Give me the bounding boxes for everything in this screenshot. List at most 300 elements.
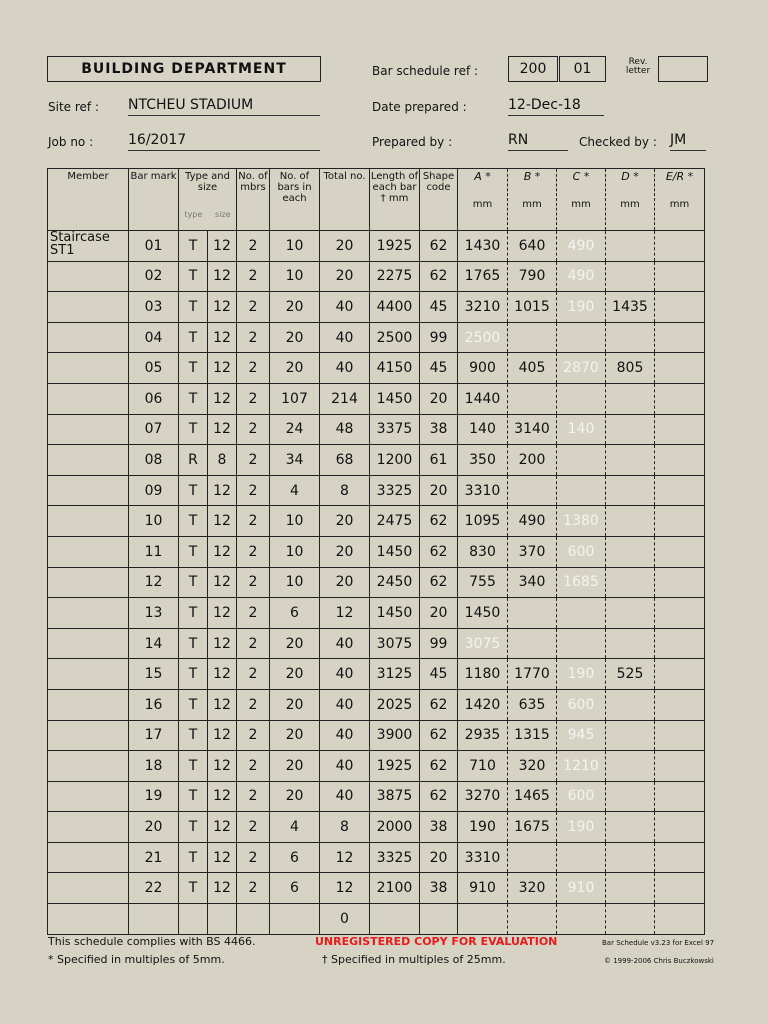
dim-b-cell[interactable]: 790 (508, 261, 557, 292)
total-no-cell[interactable]: 20 (320, 536, 370, 567)
member-cell[interactable] (48, 414, 129, 445)
dim-er-cell[interactable] (655, 781, 705, 812)
dim-er-cell[interactable] (655, 842, 705, 873)
shape-code-cell[interactable]: 45 (420, 292, 458, 323)
dim-a-cell[interactable]: 1765 (458, 261, 508, 292)
dim-er-cell[interactable] (655, 873, 705, 904)
bar-type-cell[interactable]: R (179, 445, 208, 476)
dim-b-cell[interactable] (508, 322, 557, 353)
member-cell[interactable] (48, 842, 129, 873)
total-no-cell[interactable]: 20 (320, 261, 370, 292)
dim-er-cell[interactable] (655, 904, 705, 935)
dim-b-cell[interactable]: 320 (508, 751, 557, 782)
no-bars-cell[interactable]: 20 (270, 628, 320, 659)
no-mbrs-cell[interactable]: 2 (237, 659, 270, 690)
member-cell[interactable] (48, 261, 129, 292)
dim-a-cell[interactable]: 1430 (458, 231, 508, 262)
total-no-cell[interactable]: 12 (320, 598, 370, 629)
total-no-cell[interactable]: 40 (320, 720, 370, 751)
bar-mark-cell[interactable]: 21 (129, 842, 179, 873)
dim-b-cell[interactable] (508, 383, 557, 414)
length-cell[interactable]: 2100 (370, 873, 420, 904)
bar-type-cell[interactable]: T (179, 598, 208, 629)
no-mbrs-cell[interactable]: 2 (237, 322, 270, 353)
dim-c-cell[interactable] (557, 322, 606, 353)
member-cell[interactable] (48, 445, 129, 476)
no-mbrs-cell[interactable]: 2 (237, 353, 270, 384)
length-cell[interactable]: 2275 (370, 261, 420, 292)
total-no-cell[interactable]: 40 (320, 292, 370, 323)
bar-size-cell[interactable]: 12 (208, 261, 237, 292)
shape-code-cell[interactable]: 45 (420, 353, 458, 384)
member-cell[interactable] (48, 322, 129, 353)
shape-code-cell[interactable]: 38 (420, 414, 458, 445)
bar-type-cell[interactable]: T (179, 628, 208, 659)
no-mbrs-cell[interactable] (237, 904, 270, 935)
bar-type-cell[interactable]: T (179, 567, 208, 598)
bar-size-cell[interactable]: 12 (208, 414, 237, 445)
dim-b-cell[interactable]: 200 (508, 445, 557, 476)
dim-b-cell[interactable]: 490 (508, 506, 557, 537)
length-cell[interactable]: 2500 (370, 322, 420, 353)
length-cell[interactable]: 1450 (370, 383, 420, 414)
total-no-cell[interactable]: 40 (320, 689, 370, 720)
dim-er-cell[interactable] (655, 322, 705, 353)
dim-c-cell[interactable] (557, 598, 606, 629)
bar-mark-cell[interactable]: 02 (129, 261, 179, 292)
dim-er-cell[interactable] (655, 506, 705, 537)
bar-size-cell[interactable]: 12 (208, 353, 237, 384)
bar-size-cell[interactable]: 12 (208, 751, 237, 782)
length-cell[interactable]: 2000 (370, 812, 420, 843)
dim-d-cell[interactable]: 805 (606, 353, 655, 384)
no-mbrs-cell[interactable]: 2 (237, 598, 270, 629)
dim-a-cell[interactable]: 3310 (458, 475, 508, 506)
length-cell[interactable]: 1925 (370, 751, 420, 782)
dim-d-cell[interactable] (606, 873, 655, 904)
dim-d-cell[interactable] (606, 842, 655, 873)
bar-size-cell[interactable]: 12 (208, 475, 237, 506)
no-bars-cell[interactable]: 10 (270, 231, 320, 262)
dim-a-cell[interactable]: 710 (458, 751, 508, 782)
shape-code-cell[interactable]: 20 (420, 842, 458, 873)
dim-c-cell[interactable] (557, 904, 606, 935)
bar-mark-cell[interactable]: 09 (129, 475, 179, 506)
total-no-cell[interactable]: 214 (320, 383, 370, 414)
length-cell[interactable]: 3375 (370, 414, 420, 445)
member-cell[interactable] (48, 598, 129, 629)
no-mbrs-cell[interactable]: 2 (237, 628, 270, 659)
schedule-ref-1[interactable]: 200 (508, 56, 558, 82)
dim-a-cell[interactable]: 350 (458, 445, 508, 476)
total-no-cell[interactable]: 20 (320, 506, 370, 537)
no-mbrs-cell[interactable]: 2 (237, 445, 270, 476)
bar-size-cell[interactable]: 12 (208, 628, 237, 659)
bar-mark-cell[interactable]: 13 (129, 598, 179, 629)
dim-er-cell[interactable] (655, 659, 705, 690)
dim-b-cell[interactable] (508, 475, 557, 506)
length-cell[interactable]: 1925 (370, 231, 420, 262)
no-mbrs-cell[interactable]: 2 (237, 292, 270, 323)
dim-er-cell[interactable] (655, 689, 705, 720)
dim-c-cell[interactable]: 140 (557, 414, 606, 445)
dim-a-cell[interactable]: 900 (458, 353, 508, 384)
bar-mark-cell[interactable]: 03 (129, 292, 179, 323)
dim-b-cell[interactable]: 1465 (508, 781, 557, 812)
dim-c-cell[interactable]: 190 (557, 812, 606, 843)
no-mbrs-cell[interactable]: 2 (237, 506, 270, 537)
bar-mark-cell[interactable]: 04 (129, 322, 179, 353)
dim-b-cell[interactable]: 1770 (508, 659, 557, 690)
shape-code-cell[interactable]: 61 (420, 445, 458, 476)
total-no-cell[interactable]: 20 (320, 231, 370, 262)
dim-a-cell[interactable]: 1095 (458, 506, 508, 537)
length-cell[interactable]: 1450 (370, 598, 420, 629)
bar-mark-cell[interactable]: 22 (129, 873, 179, 904)
dim-d-cell[interactable] (606, 475, 655, 506)
dim-d-cell[interactable] (606, 231, 655, 262)
bar-mark-cell[interactable] (129, 904, 179, 935)
dim-a-cell[interactable]: 3210 (458, 292, 508, 323)
no-bars-cell[interactable]: 20 (270, 322, 320, 353)
bar-mark-cell[interactable]: 01 (129, 231, 179, 262)
bar-size-cell[interactable]: 12 (208, 536, 237, 567)
checked-by-field[interactable]: JM (670, 132, 706, 151)
dim-d-cell[interactable] (606, 689, 655, 720)
total-no-cell[interactable]: 12 (320, 842, 370, 873)
dim-c-cell[interactable]: 600 (557, 781, 606, 812)
length-cell[interactable]: 1450 (370, 536, 420, 567)
dim-c-cell[interactable] (557, 383, 606, 414)
no-bars-cell[interactable]: 20 (270, 353, 320, 384)
bar-type-cell[interactable]: T (179, 383, 208, 414)
no-bars-cell[interactable]: 6 (270, 873, 320, 904)
bar-type-cell[interactable]: T (179, 720, 208, 751)
dim-c-cell[interactable] (557, 842, 606, 873)
member-cell[interactable] (48, 904, 129, 935)
dim-d-cell[interactable] (606, 720, 655, 751)
bar-size-cell[interactable]: 12 (208, 567, 237, 598)
dim-d-cell[interactable] (606, 383, 655, 414)
dim-d-cell[interactable] (606, 445, 655, 476)
bar-type-cell[interactable]: T (179, 414, 208, 445)
no-mbrs-cell[interactable]: 2 (237, 781, 270, 812)
bar-mark-cell[interactable]: 17 (129, 720, 179, 751)
bar-mark-cell[interactable]: 06 (129, 383, 179, 414)
dim-d-cell[interactable] (606, 567, 655, 598)
total-no-cell[interactable]: 40 (320, 751, 370, 782)
total-no-cell[interactable]: 40 (320, 659, 370, 690)
no-bars-cell[interactable]: 4 (270, 812, 320, 843)
dim-c-cell[interactable]: 190 (557, 659, 606, 690)
bar-size-cell[interactable]: 12 (208, 842, 237, 873)
bar-type-cell[interactable]: T (179, 812, 208, 843)
dim-c-cell[interactable]: 600 (557, 689, 606, 720)
total-no-cell[interactable]: 8 (320, 812, 370, 843)
length-cell[interactable]: 2025 (370, 689, 420, 720)
bar-mark-cell[interactable]: 10 (129, 506, 179, 537)
no-mbrs-cell[interactable]: 2 (237, 261, 270, 292)
total-no-cell[interactable]: 8 (320, 475, 370, 506)
no-bars-cell[interactable]: 34 (270, 445, 320, 476)
member-cell[interactable] (48, 506, 129, 537)
dim-c-cell[interactable] (557, 628, 606, 659)
dim-d-cell[interactable] (606, 812, 655, 843)
bar-size-cell[interactable]: 12 (208, 689, 237, 720)
bar-size-cell[interactable]: 12 (208, 781, 237, 812)
dim-a-cell[interactable]: 3270 (458, 781, 508, 812)
member-cell[interactable] (48, 751, 129, 782)
no-bars-cell[interactable]: 10 (270, 536, 320, 567)
shape-code-cell[interactable]: 99 (420, 322, 458, 353)
no-mbrs-cell[interactable]: 2 (237, 383, 270, 414)
dim-c-cell[interactable]: 2870 (557, 353, 606, 384)
dim-c-cell[interactable] (557, 445, 606, 476)
bar-type-cell[interactable]: T (179, 751, 208, 782)
member-cell[interactable] (48, 292, 129, 323)
bar-mark-cell[interactable]: 12 (129, 567, 179, 598)
member-cell[interactable] (48, 353, 129, 384)
shape-code-cell[interactable]: 62 (420, 781, 458, 812)
bar-mark-cell[interactable]: 07 (129, 414, 179, 445)
job-no-field[interactable]: 16/2017 (128, 132, 320, 151)
dim-er-cell[interactable] (655, 567, 705, 598)
dim-c-cell[interactable]: 910 (557, 873, 606, 904)
dim-d-cell[interactable] (606, 322, 655, 353)
total-no-cell[interactable]: 40 (320, 353, 370, 384)
no-bars-cell[interactable]: 24 (270, 414, 320, 445)
bar-size-cell[interactable]: 12 (208, 231, 237, 262)
member-cell[interactable] (48, 812, 129, 843)
no-mbrs-cell[interactable]: 2 (237, 567, 270, 598)
bar-size-cell[interactable]: 12 (208, 292, 237, 323)
no-mbrs-cell[interactable]: 2 (237, 812, 270, 843)
bar-type-cell[interactable]: T (179, 353, 208, 384)
bar-mark-cell[interactable]: 05 (129, 353, 179, 384)
dim-er-cell[interactable] (655, 812, 705, 843)
member-cell[interactable] (48, 567, 129, 598)
no-mbrs-cell[interactable]: 2 (237, 475, 270, 506)
no-bars-cell[interactable]: 10 (270, 567, 320, 598)
dim-er-cell[interactable] (655, 383, 705, 414)
bar-type-cell[interactable]: T (179, 292, 208, 323)
member-cell[interactable] (48, 659, 129, 690)
bar-size-cell[interactable]: 8 (208, 445, 237, 476)
dim-b-cell[interactable]: 320 (508, 873, 557, 904)
dim-a-cell[interactable]: 3310 (458, 842, 508, 873)
shape-code-cell[interactable]: 38 (420, 873, 458, 904)
dim-er-cell[interactable] (655, 536, 705, 567)
total-no-cell[interactable]: 0 (320, 904, 370, 935)
dim-d-cell[interactable] (606, 598, 655, 629)
prepared-by-field[interactable]: RN (508, 132, 568, 151)
no-bars-cell[interactable]: 6 (270, 842, 320, 873)
schedule-ref-2[interactable]: 01 (559, 56, 606, 82)
no-bars-cell[interactable] (270, 904, 320, 935)
dim-a-cell[interactable]: 3075 (458, 628, 508, 659)
member-cell[interactable] (48, 873, 129, 904)
dim-c-cell[interactable]: 1685 (557, 567, 606, 598)
bar-size-cell[interactable]: 12 (208, 322, 237, 353)
dim-er-cell[interactable] (655, 353, 705, 384)
dim-c-cell[interactable] (557, 475, 606, 506)
shape-code-cell[interactable]: 62 (420, 231, 458, 262)
length-cell[interactable]: 3875 (370, 781, 420, 812)
member-cell[interactable] (48, 720, 129, 751)
total-no-cell[interactable]: 40 (320, 322, 370, 353)
no-mbrs-cell[interactable]: 2 (237, 720, 270, 751)
no-mbrs-cell[interactable]: 2 (237, 751, 270, 782)
shape-code-cell[interactable]: 99 (420, 628, 458, 659)
length-cell[interactable]: 4400 (370, 292, 420, 323)
member-cell[interactable] (48, 628, 129, 659)
dim-a-cell[interactable] (458, 904, 508, 935)
member-cell[interactable] (48, 475, 129, 506)
bar-type-cell[interactable]: T (179, 231, 208, 262)
bar-mark-cell[interactable]: 08 (129, 445, 179, 476)
shape-code-cell[interactable]: 45 (420, 659, 458, 690)
bar-size-cell[interactable]: 12 (208, 720, 237, 751)
shape-code-cell[interactable] (420, 904, 458, 935)
no-bars-cell[interactable]: 6 (270, 598, 320, 629)
dim-a-cell[interactable]: 830 (458, 536, 508, 567)
bar-type-cell[interactable]: T (179, 842, 208, 873)
dim-a-cell[interactable]: 1450 (458, 598, 508, 629)
no-bars-cell[interactable]: 20 (270, 751, 320, 782)
dim-d-cell[interactable]: 525 (606, 659, 655, 690)
total-no-cell[interactable]: 12 (320, 873, 370, 904)
length-cell[interactable]: 1200 (370, 445, 420, 476)
bar-type-cell[interactable]: T (179, 536, 208, 567)
no-bars-cell[interactable]: 10 (270, 261, 320, 292)
no-bars-cell[interactable]: 20 (270, 659, 320, 690)
shape-code-cell[interactable]: 62 (420, 720, 458, 751)
site-ref-field[interactable]: NTCHEU STADIUM (128, 97, 320, 116)
dim-a-cell[interactable]: 910 (458, 873, 508, 904)
no-mbrs-cell[interactable]: 2 (237, 414, 270, 445)
bar-size-cell[interactable]: 12 (208, 873, 237, 904)
dim-d-cell[interactable] (606, 628, 655, 659)
shape-code-cell[interactable]: 20 (420, 475, 458, 506)
shape-code-cell[interactable]: 62 (420, 567, 458, 598)
bar-mark-cell[interactable]: 19 (129, 781, 179, 812)
dim-d-cell[interactable] (606, 781, 655, 812)
shape-code-cell[interactable]: 62 (420, 261, 458, 292)
dim-a-cell[interactable]: 190 (458, 812, 508, 843)
dim-d-cell[interactable] (606, 414, 655, 445)
dim-c-cell[interactable]: 490 (557, 231, 606, 262)
dim-d-cell[interactable] (606, 751, 655, 782)
no-mbrs-cell[interactable]: 2 (237, 842, 270, 873)
length-cell[interactable]: 3900 (370, 720, 420, 751)
member-cell[interactable]: Staircase ST1 (48, 231, 129, 262)
length-cell[interactable]: 3325 (370, 842, 420, 873)
dim-a-cell[interactable]: 2500 (458, 322, 508, 353)
total-no-cell[interactable]: 68 (320, 445, 370, 476)
bar-mark-cell[interactable]: 11 (129, 536, 179, 567)
dim-a-cell[interactable]: 1180 (458, 659, 508, 690)
member-cell[interactable] (48, 781, 129, 812)
dim-b-cell[interactable] (508, 842, 557, 873)
bar-type-cell[interactable]: T (179, 506, 208, 537)
bar-mark-cell[interactable]: 14 (129, 628, 179, 659)
length-cell[interactable]: 3125 (370, 659, 420, 690)
total-no-cell[interactable]: 40 (320, 781, 370, 812)
bar-size-cell[interactable]: 12 (208, 383, 237, 414)
bar-type-cell[interactable]: T (179, 781, 208, 812)
no-bars-cell[interactable]: 20 (270, 689, 320, 720)
length-cell[interactable] (370, 904, 420, 935)
dim-b-cell[interactable] (508, 628, 557, 659)
dim-b-cell[interactable]: 340 (508, 567, 557, 598)
bar-size-cell[interactable]: 12 (208, 812, 237, 843)
dim-c-cell[interactable]: 190 (557, 292, 606, 323)
bar-size-cell[interactable]: 12 (208, 659, 237, 690)
bar-mark-cell[interactable]: 15 (129, 659, 179, 690)
dim-er-cell[interactable] (655, 475, 705, 506)
bar-mark-cell[interactable]: 16 (129, 689, 179, 720)
dim-a-cell[interactable]: 1440 (458, 383, 508, 414)
no-mbrs-cell[interactable]: 2 (237, 689, 270, 720)
bar-size-cell[interactable] (208, 904, 237, 935)
member-cell[interactable] (48, 383, 129, 414)
bar-mark-cell[interactable]: 20 (129, 812, 179, 843)
no-mbrs-cell[interactable]: 2 (237, 231, 270, 262)
length-cell[interactable]: 4150 (370, 353, 420, 384)
dim-a-cell[interactable]: 755 (458, 567, 508, 598)
dim-b-cell[interactable]: 1675 (508, 812, 557, 843)
no-bars-cell[interactable]: 4 (270, 475, 320, 506)
dim-er-cell[interactable] (655, 261, 705, 292)
dim-c-cell[interactable]: 490 (557, 261, 606, 292)
shape-code-cell[interactable]: 62 (420, 689, 458, 720)
bar-type-cell[interactable]: T (179, 261, 208, 292)
shape-code-cell[interactable]: 62 (420, 506, 458, 537)
total-no-cell[interactable]: 20 (320, 567, 370, 598)
bar-type-cell[interactable] (179, 904, 208, 935)
dim-er-cell[interactable] (655, 231, 705, 262)
dim-b-cell[interactable] (508, 904, 557, 935)
dim-d-cell[interactable] (606, 904, 655, 935)
shape-code-cell[interactable]: 20 (420, 383, 458, 414)
no-bars-cell[interactable]: 10 (270, 506, 320, 537)
dim-c-cell[interactable]: 600 (557, 536, 606, 567)
date-prepared-field[interactable]: 12-Dec-18 (508, 97, 604, 116)
no-bars-cell[interactable]: 107 (270, 383, 320, 414)
dim-d-cell[interactable]: 1435 (606, 292, 655, 323)
bar-type-cell[interactable]: T (179, 322, 208, 353)
length-cell[interactable]: 2450 (370, 567, 420, 598)
dim-er-cell[interactable] (655, 720, 705, 751)
bar-type-cell[interactable]: T (179, 659, 208, 690)
bar-type-cell[interactable]: T (179, 475, 208, 506)
dim-d-cell[interactable] (606, 506, 655, 537)
length-cell[interactable]: 3325 (370, 475, 420, 506)
shape-code-cell[interactable]: 20 (420, 598, 458, 629)
bar-size-cell[interactable]: 12 (208, 598, 237, 629)
dim-a-cell[interactable]: 2935 (458, 720, 508, 751)
dim-b-cell[interactable]: 635 (508, 689, 557, 720)
member-cell[interactable] (48, 536, 129, 567)
dim-er-cell[interactable] (655, 598, 705, 629)
dim-er-cell[interactable] (655, 414, 705, 445)
dim-er-cell[interactable] (655, 445, 705, 476)
bar-type-cell[interactable]: T (179, 873, 208, 904)
bar-size-cell[interactable]: 12 (208, 506, 237, 537)
dim-a-cell[interactable]: 1420 (458, 689, 508, 720)
dim-b-cell[interactable]: 405 (508, 353, 557, 384)
no-bars-cell[interactable]: 20 (270, 720, 320, 751)
